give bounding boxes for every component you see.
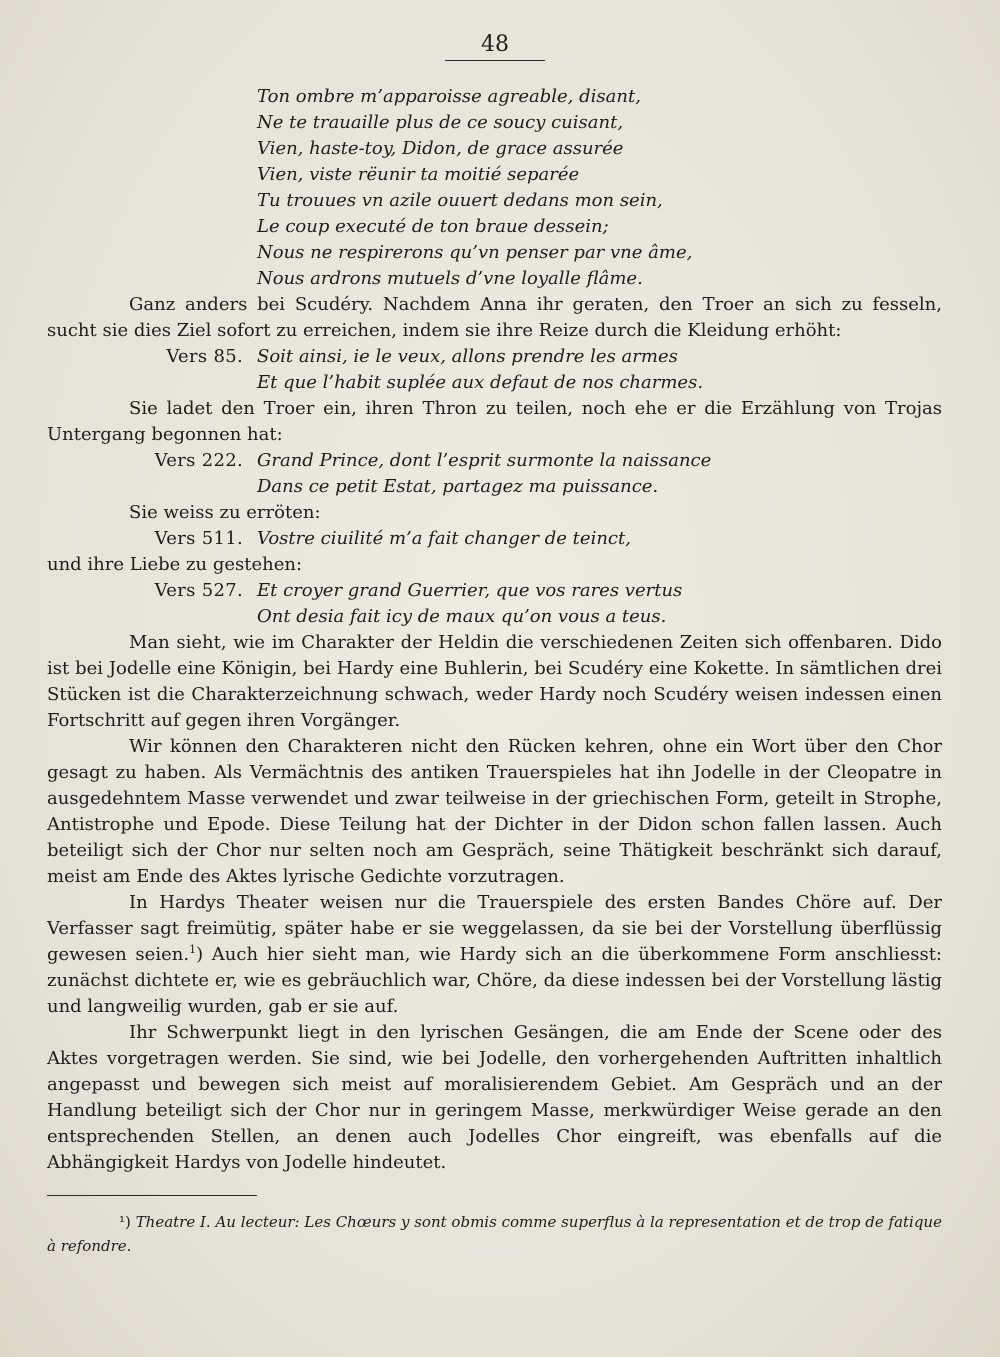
verse-line: Nous ardrons mutuels d’vne loyalle flâme.: [257, 268, 643, 289]
verse-line: Le coup executé de ton braue dessein;: [257, 216, 609, 237]
paragraph-charakter: Man sieht, wie im Charakter der Heldin die verschiedenen Zeiten sich offenbaren. Dido ist bei Jodelle eine Königin, bei Hardy eine Buhlerin, bei Scudéry eine Kokette. In sämtlichen drei Stücken ist die Charakterzeichnung schwach, weder Hardy noch Scudéry weisen indessen einen Fortschritt auf gegen ihren Vorgänger.: [47, 632, 942, 731]
quoted-verse: Et croyer grand Guerrier, que vos rares vertus: [257, 580, 683, 601]
footnote-mark: ¹): [119, 1213, 131, 1231]
verse-reference: Vers 222.: [154, 450, 243, 471]
verse-reference: Vers 527.: [154, 580, 243, 601]
verse-block-intro: [47, 84, 942, 292]
verse-reference-spacer: [47, 370, 257, 396]
verse-reference-spacer: [47, 604, 257, 630]
quote-vers-511: [47, 526, 942, 552]
quoted-verse: Soit ainsi, ie le veux, allons prendre les armes: [257, 346, 678, 367]
paragraph-hardy-text-cont: ) Auch hier sieht man, wie Hardy sich an die überkommene Form anschliesst: zunächst dichtete er, wie es gebräuchlich war, Chöre, da diese indessen bei der Vorstellung lästig und langweilig wurden, gab er sie auf.: [47, 944, 942, 1017]
verse-line: Ton ombre m’apparoisse agreable, disant,: [257, 86, 641, 107]
footnote: [47, 1210, 942, 1258]
paragraph-chor: Wir können den Charakteren nicht den Rücken kehren, ohne ein Wort über den Chor gesagt zu haben. Als Vermächtnis des antiken Trauerspieles hat ihn Jodelle in der Cleopatre in ausgedehntem Masse verwendet und zwar teilweise in der griechischen Form, geteilt in Strophe, Antistrophe und Epode. Diese Teilung hat der Dichter in der Didon schon fallen lassen. Auch beteiligt sich der Chor nur selten noch am Gespräch, seine Thätigkeit beschränkt sich darauf, meist am Ende des Aktes lyrische Gedichte vorzutragen.: [47, 736, 942, 887]
paragraph-schwerpunkt: Ihr Schwerpunkt liegt in den lyrischen Gesängen, die am Ende der Scene oder des Aktes vorgetragen werden. Sie sind, wie bei Jodelle, den vorhergehenden Auftritten inhaltlich angepasst und bewegen sich meist auf moralisierendem Gebiet. Am Gespräch und an der Handlung beteiligt sich der Chor nur in geringem Masse, merkwürdiger Weise gerade an den entsprechenden Stellen, an denen auch Jodelles Chor eingreift, was ebenfalls auf die Abhängigkeit Hardys von Jodelle hindeutet.: [47, 1022, 942, 1173]
page-body: [47, 84, 942, 1176]
footnote-text: Theatre I. Au lecteur: Les Chœurs y sont obmis comme superflus à la representation et de trop de fatique à refondre.: [47, 1213, 942, 1255]
verse-reference-spacer: [47, 474, 257, 500]
quoted-verse: Et que l’habit suplée aux defaut de nos charmes.: [257, 372, 704, 393]
footnote-reference: 1: [189, 943, 197, 956]
verse-line: Nous ne respirerons qu’vn penser par vne âme,: [257, 242, 693, 263]
page-number-rule: [445, 60, 545, 61]
line-gestehen: [47, 552, 942, 578]
quoted-verse: Ont desia fait icy de maux qu’on vous a teus.: [257, 606, 667, 627]
verse-line: Ne te trauaille plus de ce soucy cuisant,: [257, 112, 624, 133]
quote-vers-85: [47, 344, 942, 396]
verse-reference: Vers 85.: [166, 346, 243, 367]
quoted-verse: Vostre ciuilité m’a fait changer de teinct,: [257, 528, 631, 549]
footnote-rule: [47, 1195, 257, 1196]
page-number: 48: [481, 32, 509, 57]
verse-line: Vien, haste-toy, Didon, de grace assurée: [257, 138, 624, 159]
quote-vers-222: [47, 448, 942, 500]
quote-vers-527: [47, 578, 942, 630]
line-gestehen-text: und ihre Liebe zu gestehen:: [47, 554, 303, 575]
quoted-verse: Dans ce petit Estat, partagez ma puissance.: [257, 476, 659, 497]
paragraph-hardy-text: In Hardys Theater weisen nur die Trauerspiele des ersten Bandes Chöre auf. Der Verfasser sagt freimütig, später habe er sie weggelassen, da sie bei der Vorstellung überflüssig gewesen seien.: [47, 892, 942, 965]
verse-line: Tu trouues vn azile ouuert dedans mon sein,: [257, 190, 663, 211]
verse-line: Vien, viste rëunir ta moitié separée: [257, 164, 580, 185]
paragraph-scudery: Ganz anders bei Scudéry. Nachdem Anna ihr geraten, den Troer an sich zu fesseln, sucht sie dies Ziel sofort zu erreichen, indem sie ihre Reize durch die Kleidung erhöht:: [47, 294, 942, 341]
line-erroeten: Sie weiss zu erröten:: [129, 502, 321, 523]
paragraph-throne: Sie ladet den Troer ein, ihren Thron zu teilen, noch ehe er die Erzählung von Trojas Untergang begonnen hat:: [47, 398, 942, 445]
paragraph-hardy: [47, 890, 942, 1020]
verse-reference: Vers 511.: [154, 528, 243, 549]
quoted-verse: Grand Prince, dont l’esprit surmonte la naissance: [257, 450, 712, 471]
